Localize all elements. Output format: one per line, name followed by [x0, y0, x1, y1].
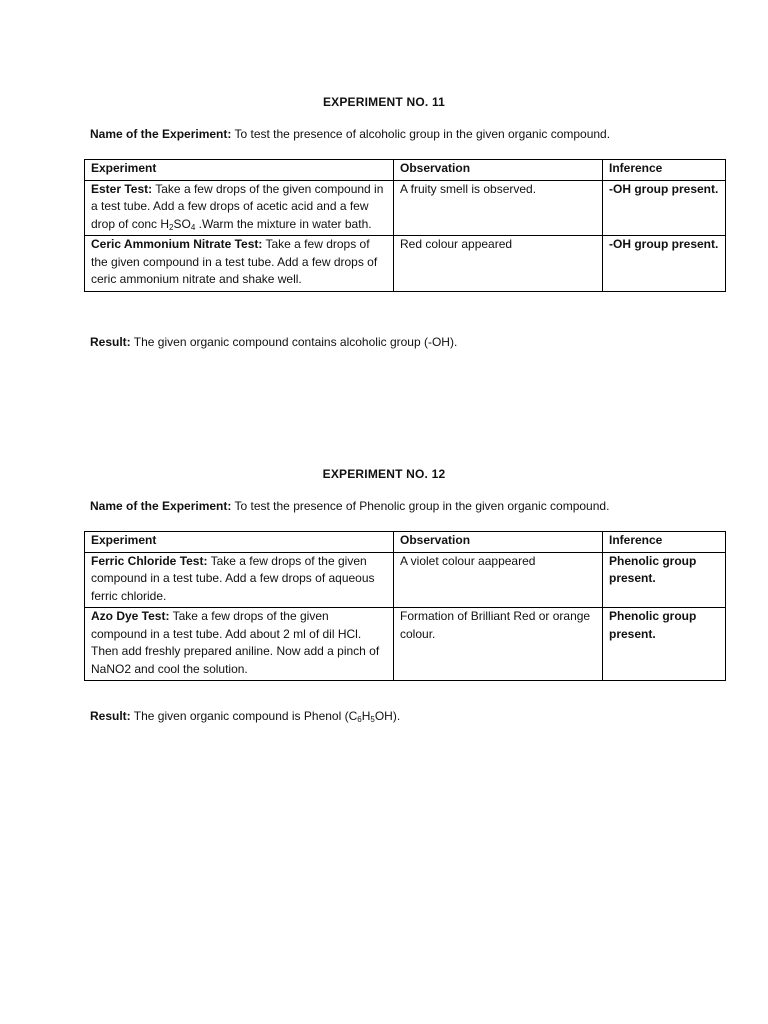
experiment-title: EXPERIMENT NO. 12: [322, 467, 446, 481]
observation-cell: A fruity smell is observed.: [394, 180, 603, 236]
header-experiment: Experiment: [85, 532, 394, 553]
test-name: Azo Dye Test:: [91, 609, 170, 623]
result-value: The given organic compound contains alcoholic group (-OH).: [130, 335, 458, 349]
test-name: Ferric Chloride Test:: [91, 553, 208, 568]
result-mid: H: [361, 709, 371, 723]
test-name: Ester Test:: [91, 181, 153, 196]
table-row: [85, 236, 726, 292]
table-row: [85, 608, 726, 681]
experiment-cell: [85, 608, 394, 681]
header-inference: Inference: [603, 160, 726, 181]
experiment-name-value: To test the presence of Phenolic group in the given organic compound.: [231, 499, 610, 513]
result-line: [90, 708, 730, 726]
result-pre: The given organic compound is Phenol (C: [130, 709, 358, 723]
inference-cell: -OH group present.: [603, 236, 726, 292]
test-name: Ceric Ammonium Nitrate Test:: [91, 237, 263, 251]
experiment-cell: [85, 236, 394, 292]
experiment-title: EXPERIMENT NO. 11: [322, 95, 446, 109]
observation-cell: A violet colour aappeared: [394, 552, 603, 608]
experiment-cell: [85, 180, 394, 236]
result-label: Result:: [90, 709, 131, 723]
inference-cell: Phenolic group present.: [603, 608, 726, 681]
header-observation: Observation: [394, 160, 603, 181]
experiment-name-line: [90, 126, 730, 144]
test-desc-mid: SO: [173, 216, 191, 231]
test-desc-post: .Warm the mixture in water bath.: [195, 216, 372, 231]
subscript: 4: [190, 222, 196, 232]
experiment-cell: [85, 552, 394, 608]
experiment-name-value: To test the presence of alcoholic group in the given organic compound.: [231, 127, 611, 141]
header-experiment: Experiment: [85, 160, 394, 181]
experiment-name-label: Name of the Experiment:: [90, 127, 232, 141]
result-label: Result:: [90, 335, 131, 349]
experiment-table: [84, 159, 726, 292]
observation-cell: Formation of Brilliant Red or orange colour.: [394, 608, 603, 681]
result-post: OH).: [374, 709, 401, 723]
experiment-name-label: Name of the Experiment:: [90, 499, 232, 513]
experiment-name-line: [90, 498, 730, 516]
test-desc-pre: Take a few drops of the given compound in a test tube. Add a few drops of acetic acid and a few drop of conc H: [91, 181, 384, 231]
experiment-table: [84, 531, 726, 681]
observation-cell: Red colour appeared: [394, 236, 603, 292]
table-header-row: [85, 160, 726, 181]
test-desc: Take a few drops of the given compound in a test tube. Add a few drops of aqueous ferric chloride.: [91, 553, 375, 603]
subscript: 6: [357, 715, 362, 724]
table-row: [85, 180, 726, 236]
table-header-row: [85, 532, 726, 553]
subscript: 5: [370, 715, 375, 724]
table-row: [85, 552, 726, 608]
inference-cell: -OH group present.: [603, 180, 726, 236]
test-desc: Take a few drops of the given compound in a test tube. Add about 2 ml of dil HCl. Then add freshly prepared aniline. Now add a pinch of NaNO2 and cool the solution.: [91, 609, 380, 676]
subscript: 2: [169, 222, 174, 232]
test-desc: Take a few drops of the given compound in a test tube. Add a few drops of ceric ammonium nitrate and shake well.: [91, 237, 378, 286]
header-observation: Observation: [394, 532, 603, 553]
inference-cell: Phenolic group present.: [603, 552, 726, 608]
result-line: [90, 334, 730, 352]
header-inference: Inference: [603, 532, 726, 553]
